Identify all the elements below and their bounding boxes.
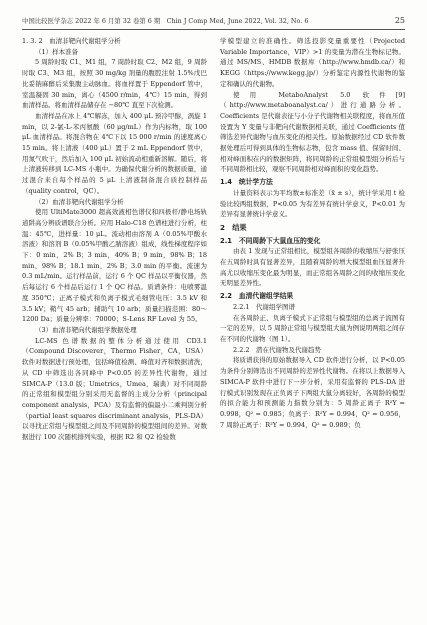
page-number: 25 — [394, 16, 405, 25]
paragraph: （1）样本准备 — [35, 47, 79, 56]
paragraph: 学模型建立的准确性。筛选投影变量重要性（Projected Variable Importance，VIP）>1 的变量为潜在生物标记物。通过 MS/MS、HMDB 数据库（http://www.hmdb.ca/）和 KEGG（https://www.kegg.jp/）分析鉴定内源性代谢物的鉴定和确认的代谢物。 — [220, 37, 405, 88]
section-heading: 1.4 统计学方法 — [220, 178, 273, 187]
paragraph: 5 周龄时取 C1、M1 组，7 周龄时取 C2、M2 组，9 周龄时取 C3、M3 组，按照 30 mg/kg 剂量的腹腔注射 1.5%戊巴比妥钠麻醉后采集腹主动脉血。将血样置于 Eppendorf 管中，室温凝固 30 min，离心（4500 r/min，4℃）15 min，得到血清样品。将血清样品储存在 −80℃ 直至下次检测。 — [22, 58, 207, 110]
paragraph: 2.2.1 代谢组学图谱 — [233, 302, 296, 311]
section-heading: 1. 3. 2 血清非靶向代谢组学分析 — [22, 37, 121, 45]
paragraph: 2.2.2 潜在代谢物及代谢趋势 — [233, 345, 322, 354]
section-heading: 2.2 血清代谢组学结果 — [220, 292, 294, 301]
paragraph: LC-MS 色谱数据的整体分析通过使用 CD3.1（Compound Discoverer，Thermo Fisher，CA，USA）软件对数据进行预处理，包括峰值检测、峰值对齐和数据清洗，从 CD 中筛选出各同峰中 P<0.05 的差异性代谢物，通过 SIMCA-P（13.0 版；Umetrics，Umea，瑞典）对不同周龄的正常组和模型组分别采用无监督的主成分分析（principal component analysis，PCA）及有监督的偏最小二乘判别分析（partial least squares discriminant analysis，PLS-DA）以寻找正常组与模型组之间及不同周龄的模型组间的差异。对数据进行 100 次随机排列实验，根据 R2 和 Q2 检验数 — [22, 336, 207, 442]
section-heading: 2.1 不同周龄下大鼠血压的变化 — [220, 236, 321, 245]
header-rule — [22, 29, 405, 30]
paragraph: 将质谱获得的原始数据导入 CD 软件进行分析，以 P<0.05 为条件分别筛选出不同周龄的差异性代谢物。在将以上数据导入 SIMCA-P 软件中进行下一步分析，采用有监督的 PLS-DA 进行模式识别发现在正负离子下两组大鼠分离较好，各周龄的模型的拟合能力和预测能力指数分别为：5 周龄正离子 R²Y = 0.998，Q² = 0.985；负离子：R²Y = 0.994，Q² = 0.956，7 周龄正离子：R²Y = 0.994，Q² = 0.989；负 — [220, 356, 405, 429]
paragraph: 使用 MetaboAnalyst 5.0 软件[9]（http://www.metaboanalyst.ca/）进行通路分析。Coefficients 是代谢表征与小分子代谢物相关联程度，将血压值设置为 Y 变量与非靶向代谢数据相关联，通过 Coefficients 值筛选差异代谢物与血压变化的相关性。原始数据经过 CD 软件数据处理后可得到具体的生物标志物，包含 mass 值、保留时间、相对峰面积在内的数据矩阵，将同周龄的正常组模型组分析后与不同周龄相比较，观察不同周龄相对峰面积的变化趋势。 — [220, 90, 405, 174]
paragraph: （2）血清非靶向代谢组学分析 — [35, 197, 124, 206]
left-column — [22, 36, 207, 443]
paragraph: 血清样品在冰上 4℃解冻，加入 400 μL 预冷甲醇，涡旋 1 min，以 2-氯-L-苯丙氨酸（60 μg/mL）作为内标物，取 100 μL 血清样品。将混合物在 4℃下以 15 000 r/min 的速度离心 15 min。将上清液（400 μL）置于 2 mL Eppendorf 管中，用氮气吹干，然后加入 100 μL 初始流动相重新溶解。随后，将上清液转移到 LC-MS 小瓶中。为确保代谢分析的数据质量，通过混合来自每个样品的 5 μL 上清液制备混合质控制样品（quality control，QC）。 — [22, 111, 207, 195]
page-header — [22, 14, 405, 28]
paragraph: （3）血清非靶向代谢组学数据处理 — [35, 325, 137, 334]
paragraph: 在各周龄正、负离子模式下正常组与模型组的总离子流图有一定的差异，以 5 周龄正常组与模型组大鼠为例说明两组之间存在不同的代谢物（图 1）。 — [220, 313, 405, 343]
paragraph: 计量资料表示为平均数±标准差（x̄ ± s），统计学采用 t 检验比较两组数据，P<0.05 为有差异有统计学意义，P<0.01 为差异有显著统计学意义。 — [220, 188, 405, 219]
paragraph: 使用 UltiMate3000 超高效液相色谱仪和四极杆/静电场轨道阱高分辨质谱联合分析。应用 Halo-C18 色谱柱进行分析，柱温：45℃，进样量：10 μL。流动相由溶剂 A（0.05%甲酸水溶液）和溶剂 B（0.05%甲酸乙腈溶液）组成，线性梯度程序如下：0 min，2% B；3 min，40% B；9 min，98% B；18 min，98% B；18.1 min，2% B；3.0 min 的平衡。流速为 0.3 mL/min。运行样品前，运行 6 个 QC 样品以平衡仪器，然后每运行 6 个样品后运行 1 个 QC 样品。质谱条件：电喷雾温度 350℃；正离子模式和负离子模式毛细管电压：3.5 kV 和 3.5 kV；鞘气 45 arb；辅助气 10 arb；质量扫描范围：80～1200 Da；质量分辨率：70000；S-Lens RF Level 为 55。 — [22, 208, 207, 324]
section-heading: 2 结果 — [220, 222, 247, 232]
journal-citation: 中国比较医学杂志 2022 年 6 月第 32 卷第 6 期 Chin J Comp Med, June 2022, Vol. 32, No. 6 — [22, 17, 309, 25]
right-column — [220, 36, 405, 430]
paragraph: 由表 1 发现与正常组相比，模型组各周龄的收缩压与舒张压在五周龄时具有显著差异，且随着周龄的增大模型组血压显著升高尤以收缩压变化最为明显，而正常组各周龄之间的收缩压变化无明显差异性。 — [220, 247, 405, 288]
